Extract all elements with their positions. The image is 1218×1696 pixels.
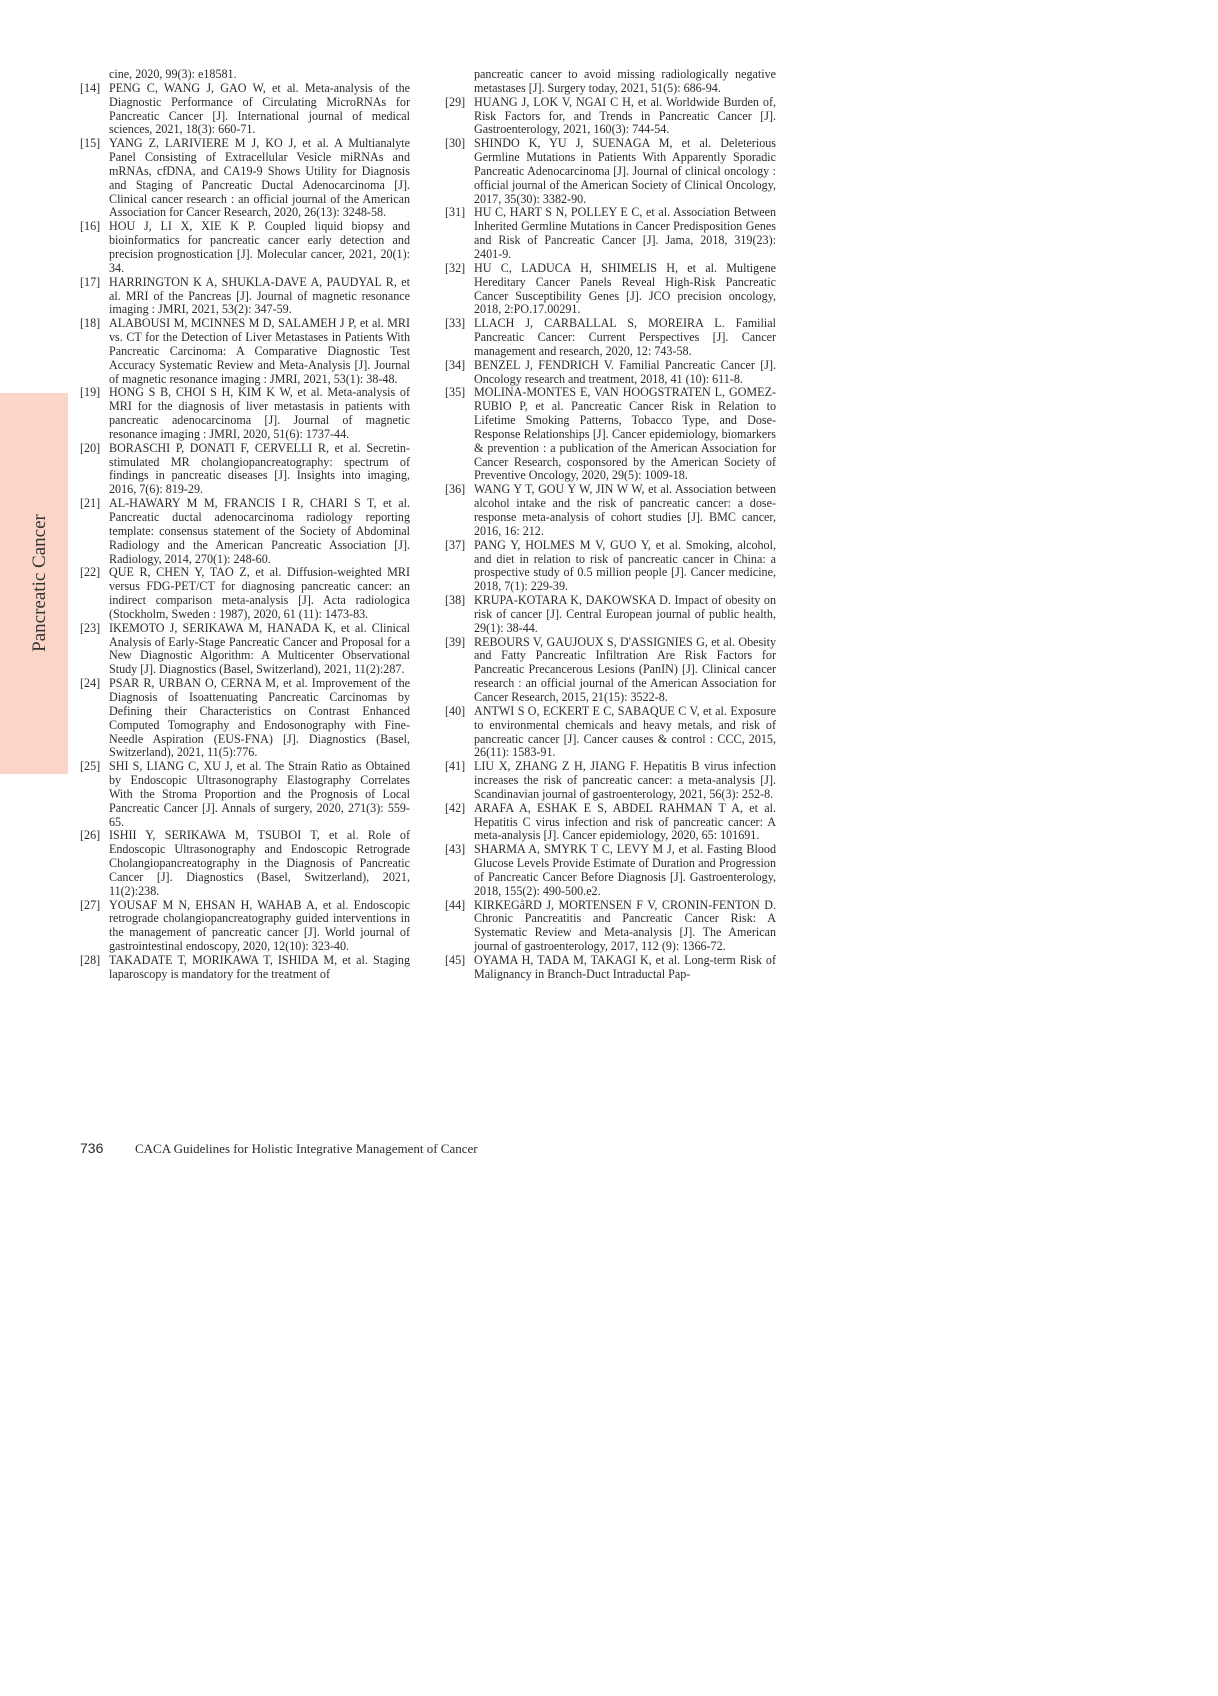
- reference-text: YOUSAF M N, EHSAN H, WAHAB A, et al. Endoscopic retrograde cholangiopancreatography guided interventions in the management of pancreatic cancer [J]. World journal of gastrointestinal endoscopy, 2020, 12(10): 323-40.: [109, 897, 410, 954]
- reference-number: [17]: [80, 274, 101, 289]
- reference-column-right: [445, 68, 776, 982]
- reference-item: [445, 594, 776, 636]
- reference-number: [28]: [80, 953, 101, 967]
- reference-item: [445, 317, 776, 359]
- reference-number: [24]: [80, 676, 101, 691]
- reference-continuation: cine, 2020, 99(3): e18581.: [109, 67, 237, 81]
- reference-text: TAKADATE T, MORIKAWA T, ISHIDA M, et al. Staging laparoscopy is mandatory for the treatment of: [109, 953, 410, 981]
- reference-item: [445, 262, 776, 317]
- reference-text: MOLINA-MONTES E, VAN HOOGSTRATEN L, GOMEZ-RUBIO P, et al. Pancreatic Cancer Risk in Relation to Lifetime Smoking Patterns, Tobacco Type, and Dose-Response Relationships [J]. Cancer epidemiology, biomarkers & prevention : a publication of the American Association for Cancer Research, cosponsored by the American Society of Preventive Oncology, 2020, 29(5): 1009-18.: [474, 385, 776, 483]
- reference-text: ISHII Y, SERIKAWA M, TSUBOI T, et al. Role of Endoscopic Ultrasonography and Endoscopic Retrograde Cholangiopancreatography in the Diagnosis of Pancreatic Cancer [J]. Diagnostics (Basel, Switzerland), 2021, 11(2):238.: [109, 828, 410, 898]
- reference-text: LIU X, ZHANG Z H, JIANG F. Hepatitis B virus infection increases the risk of pancreatic cancer: a meta-analysis [J]. Scandinavian journal of gastroenterology, 2021, 56(3): 252-8.: [474, 759, 776, 801]
- reference-number: [33]: [445, 316, 466, 331]
- reference-item: [445, 954, 776, 982]
- reference-text: QUE R, CHEN Y, TAO Z, et al. Diffusion-weighted MRI versus FDG-PET/CT for diagnosing pancreatic cancer: an indirect comparison meta-analysis [J]. Acta radiologica (Stockholm, Sweden : 1987), 2020, 61 (11): 1473-83.: [109, 565, 410, 621]
- reference-number: [42]: [445, 800, 466, 815]
- reference-number: [15]: [80, 136, 101, 151]
- reference-number: [14]: [80, 80, 101, 95]
- reference-text: HU C, HART S N, POLLEY E C, et al. Association Between Inherited Germline Mutations in Cancer Predisposition Genes and Risk of Pancreatic Cancer [J]. Jama, 2018, 319(23): 2401-9.: [474, 205, 776, 261]
- reference-text: HOU J, LI X, XIE K P. Coupled liquid biopsy and bioinformatics for pancreatic cancer early detection and precision prognostication [J]. Molecular cancer, 2021, 20(1): 34.: [109, 219, 410, 275]
- reference-item: [445, 539, 776, 594]
- reference-item: [445, 483, 776, 538]
- reference-list: [445, 96, 776, 982]
- reference-text: HUANG J, LOK V, NGAI C H, et al. Worldwide Burden of, Risk Factors for, and Trends in Pancreatic Cancer [J]. Gastroenterology, 2021, 160(3): 744-54.: [474, 94, 776, 137]
- reference-number: [34]: [445, 357, 466, 372]
- reference-item: [445, 636, 776, 705]
- reference-number: [36]: [445, 482, 466, 497]
- reference-item: [445, 760, 776, 802]
- reference-number: [19]: [80, 385, 101, 400]
- reference-number: [16]: [80, 219, 101, 234]
- reference-text: HARRINGTON K A, SHUKLA-DAVE A, PAUDYAL R, et al. MRI of the Pancreas [J]. Journal of magnetic resonance imaging : JMRI, 2021, 53(2): 347-59.: [109, 274, 410, 317]
- reference-number: [35]: [445, 385, 466, 400]
- section-side-tab-label: Pancreatic Cancer: [29, 514, 50, 652]
- reference-text: BENZEL J, FENDRICH V. Familial Pancreatic Cancer [J]. Oncology research and treatment, 2018, 41 (10): 611-8.: [474, 357, 776, 386]
- reference-text: BORASCHI P, DONATI F, CERVELLI R, et al. Secretin-stimulated MR cholangiopancreatography: spectrum of findings in pancreatic diseases [J]. Insights into imaging, 2016, 7(6): 819-29.: [109, 440, 410, 497]
- reference-text: KRUPA-KOTARA K, DAKOWSKA D. Impact of obesity on risk of cancer [J]. Central European journal of public health, 29(1): 38-44.: [474, 593, 776, 635]
- reference-number: [40]: [445, 703, 466, 718]
- reference-text: LLACH J, CARBALLAL S, MOREIRA L. Familial Pancreatic Cancer: Current Perspectives [J]. Cancer management and research, 2020, 12: 743-58.: [474, 316, 776, 358]
- reference-number: [30]: [445, 136, 466, 151]
- reference-number: [22]: [80, 565, 101, 580]
- reference-item: [445, 899, 776, 954]
- reference-text: YANG Z, LARIVIERE M J, KO J, et al. A Multianalyte Panel Consisting of Extracellular Vesicle miRNAs and mRNAs, cfDNA, and CA19-9 Shows Utility for Diagnosis and Staging of Pancreatic Ductal Adenocarcinoma [J]. Clinical cancer research : an official journal of the American Association for Cancer Research, 2020, 26(13): 3248-58.: [109, 136, 410, 220]
- reference-continuation: pancreatic cancer to avoid missing radiologically negative metastases [J]. Surgery today, 2021, 51(5): 686-94.: [474, 67, 776, 95]
- reference-number: [25]: [80, 759, 101, 774]
- reference-text: KIRKEGåRD J, MORTENSEN F V, CRONIN-FENTON D. Chronic Pancreatitis and Pancreatic Cancer Risk: A Systematic Review and Meta-analysis [J]. The American journal of gastroenterology, 2017, 112 (9): 1366-72.: [474, 897, 776, 954]
- reference-number: [39]: [445, 634, 466, 649]
- reference-item: [80, 497, 410, 566]
- reference-text: ARAFA A, ESHAK E S, ABDEL RAHMAN T A, et al. Hepatitis C virus infection and risk of pancreatic cancer: A meta-analysis [J]. Cancer epidemiology, 2020, 65: 101691.: [474, 800, 776, 843]
- reference-list: [80, 82, 410, 982]
- reference-text: SHARMA A, SMYRK T C, LEVY M J, et al. Fasting Blood Glucose Levels Provide Estimate of Duration and Progression of Pancreatic Cancer Before Diagnosis [J]. Gastroenterology, 2018, 155(2): 490-500.e2.: [474, 842, 776, 898]
- reference-item: [445, 96, 776, 138]
- reference-item: [80, 442, 410, 497]
- reference-text: WANG Y T, GOU Y W, JIN W W, et al. Association between alcohol intake and the risk of pancreatic cancer: a dose-response meta-analysis of cohort studies [J]. BMC cancer, 2016, 16: 212.: [474, 482, 776, 538]
- reference-text: IKEMOTO J, SERIKAWA M, HANADA K, et al. Clinical Analysis of Early-Stage Pancreatic Cancer and Proposal for a New Diagnostic Algorithm: A Multicenter Observational Study [J]. Diagnostics (Basel, Switzerland), 2021, 11(2):287.: [109, 620, 410, 677]
- reference-number: [26]: [80, 828, 101, 843]
- reference-item: [80, 829, 410, 898]
- reference-column-left: [80, 68, 410, 982]
- reference-number: [21]: [80, 496, 101, 511]
- reference-item: [445, 802, 776, 844]
- page-footer: [80, 1140, 478, 1157]
- reference-item: [80, 82, 410, 137]
- reference-item: [445, 386, 776, 483]
- reference-text: SHINDO K, YU J, SUENAGA M, et al. Deleterious Germline Mutations in Patients With Apparently Sporadic Pancreatic Adenocarcinoma [J]. Journal of clinical oncology : official journal of the American Society of Clinical Oncology, 2017, 35(30): 3382-90.: [474, 136, 776, 206]
- reference-item: [80, 276, 410, 318]
- reference-item: [80, 137, 410, 220]
- reference-text: PSAR R, URBAN O, CERNA M, et al. Improvement of the Diagnosis of Isoattenuating Pancreatic Carcinomas by Defining their Characteristics on Contrast Enhanced Computed Tomography and Endosonography with Fine-Needle Aspiration (EUS-FNA) [J]. Diagnostics (Basel, Switzerland), 2021, 11(5):776.: [109, 676, 410, 760]
- reference-text: ANTWI S O, ECKERT E C, SABAQUE C V, et al. Exposure to environmental chemicals and heavy metals, and risk of pancreatic cancer [J]. Cancer causes & control : CCC, 2015, 26(11): 1583-91.: [474, 703, 776, 760]
- reference-text: PANG Y, HOLMES M V, GUO Y, et al. Smoking, alcohol, and diet in relation to risk of pancreatic cancer in China: a prospective study of 0.5 million people [J]. Cancer medicine, 2018, 7(1): 229-39.: [474, 537, 776, 594]
- reference-item: [80, 899, 410, 954]
- reference-number: [23]: [80, 620, 101, 635]
- reference-number: [37]: [445, 537, 466, 552]
- reference-item: [80, 760, 410, 829]
- reference-text: SHI S, LIANG C, XU J, et al. The Strain Ratio as Obtained by Endoscopic Ultrasonography Elastography Correlates With the Stroma Proportion and the Prognosis of Local Pancreatic Cancer [J]. Annals of surgery, 2020, 271(3): 559-65.: [109, 759, 410, 829]
- reference-item: [80, 954, 410, 982]
- reference-number: [44]: [445, 897, 466, 912]
- reference-item: [80, 622, 410, 677]
- reference-number: [43]: [445, 842, 466, 857]
- reference-item: [80, 677, 410, 760]
- reference-text: OYAMA H, TADA M, TAKAGI K, et al. Long-term Risk of Malignancy in Branch-Duct Intraductal Pap-: [474, 953, 776, 981]
- reference-number: [18]: [80, 316, 101, 331]
- reference-item: [445, 705, 776, 760]
- reference-item: [445, 843, 776, 898]
- reference-text: REBOURS V, GAUJOUX S, D'ASSIGNIES G, et al. Obesity and Fatty Pancreatic Infiltration Are Risk Factors for Pancreatic Precancerous Lesions (PanIN) [J]. Clinical cancer research : an official journal of the American Association for Cancer Research, 2015, 21(15): 3522-8.: [474, 634, 776, 704]
- reference-number: [38]: [445, 593, 466, 608]
- page-number: 736: [80, 1140, 104, 1156]
- reference-item: [445, 137, 776, 206]
- reference-number: [29]: [445, 94, 466, 109]
- reference-text: HONG S B, CHOI S H, KIM K W, et al. Meta-analysis of MRI for the diagnosis of liver metastasis in patients with pancreatic adenocarcinoma [J]. Journal of magnetic resonance imaging : JMRI, 2020, 51(6): 1737-44.: [109, 385, 410, 441]
- reference-text: PENG C, WANG J, GAO W, et al. Meta-analysis of the Diagnostic Performance of Circulating MicroRNAs for Pancreatic Cancer [J]. International journal of medical sciences, 2021, 18(3): 660-71.: [109, 80, 410, 137]
- reference-number: [20]: [80, 440, 101, 455]
- reference-item: [80, 566, 410, 621]
- reference-number: [45]: [445, 953, 466, 967]
- reference-item: [445, 359, 776, 387]
- reference-text: HU C, LADUCA H, SHIMELIS H, et al. Multigene Hereditary Cancer Panels Reveal High-Risk Pancreatic Cancer Susceptibility Genes [J]. JCO precision oncology, 2018, 2:PO.17.00291.: [474, 260, 776, 317]
- reference-item: [80, 386, 410, 441]
- reference-number: [32]: [445, 260, 466, 275]
- reference-number: [31]: [445, 205, 466, 220]
- running-title: CACA Guidelines for Holistic Integrative Management of Cancer: [135, 1141, 478, 1156]
- reference-number: [27]: [80, 897, 101, 912]
- reference-item: [80, 317, 410, 386]
- reference-text: AL-HAWARY M M, FRANCIS I R, CHARI S T, et al. Pancreatic ductal adenocarcinoma radiology reporting template: consensus statement of the Society of Abdominal Radiology and the American Pancreatic Association [J]. Radiology, 2014, 270(1): 248-60.: [109, 496, 410, 566]
- reference-item: [445, 206, 776, 261]
- reference-text: ALABOUSI M, MCINNES M D, SALAMEH J P, et al. MRI vs. CT for the Detection of Liver Metastases in Patients With Pancreatic Carcinoma: A Comparative Diagnostic Test Accuracy Systematic Review and Meta-Analysis [J]. Journal of magnetic resonance imaging : JMRI, 2021, 53(1): 38-48.: [109, 316, 410, 386]
- reference-number: [41]: [445, 759, 466, 774]
- reference-item: [80, 220, 410, 275]
